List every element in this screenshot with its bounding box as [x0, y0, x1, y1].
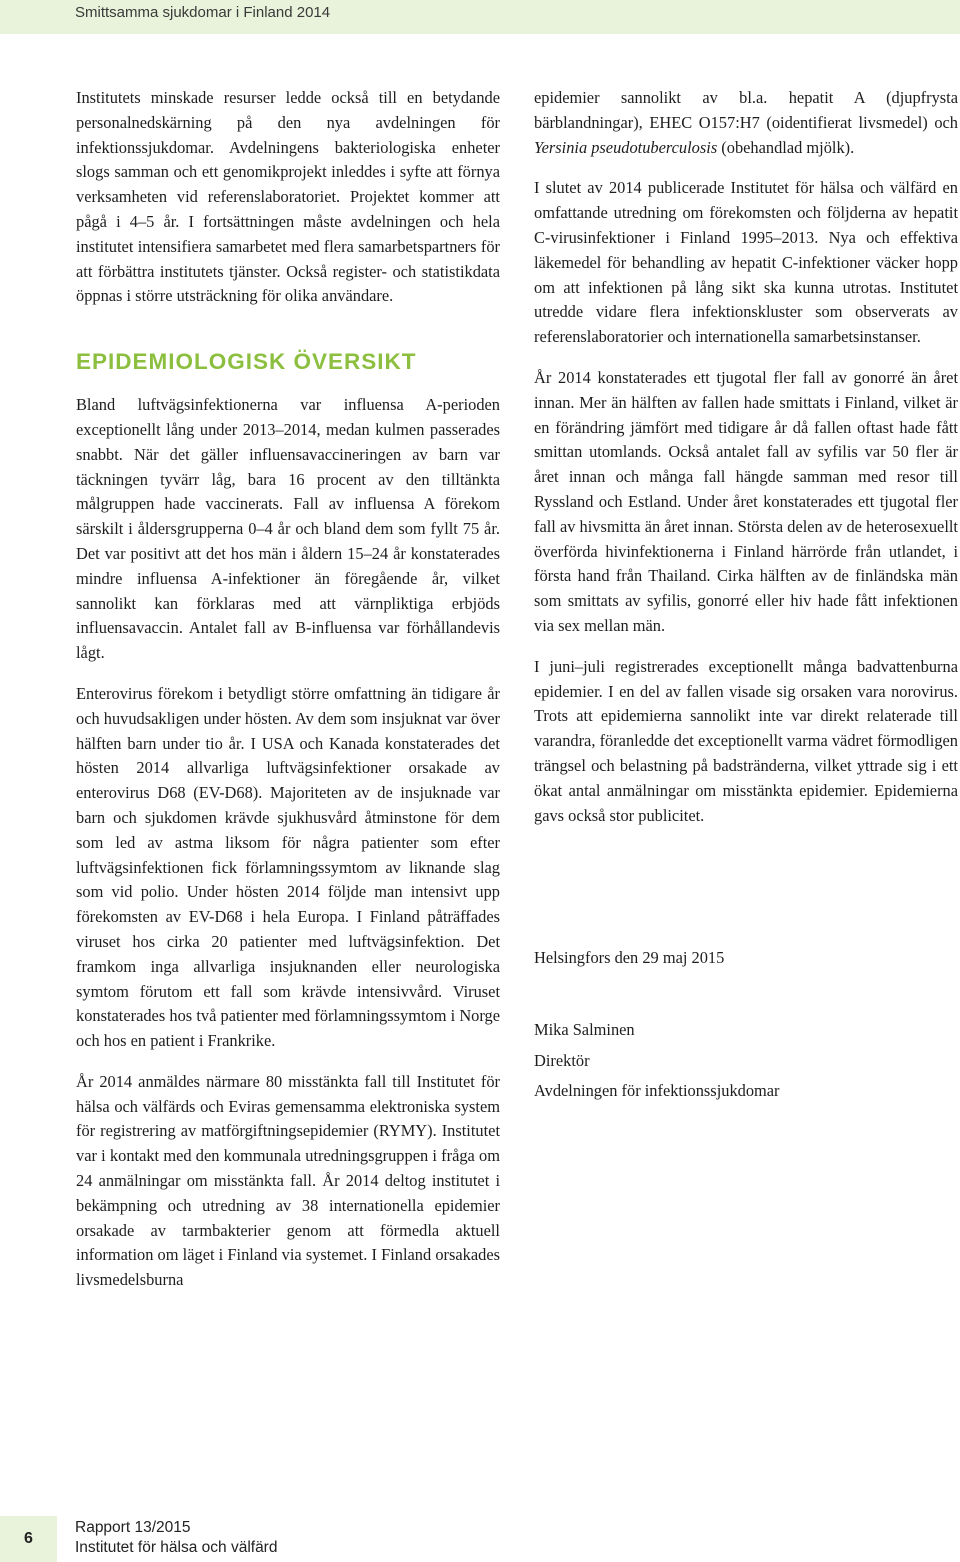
paragraph-enterovirus: Enterovirus förekom i betydligt större omfattning än tidigare år och huvudsakligen under hösten. Av dem som insjuknat var över hälften barn under tio år. I USA och Kanada konstaterades det hösten 2014 allvarliga luftvägsinfektioner orsakade av enterovirus D68 (EV-D68). Majoriteten av de insjuknade var barn och sjukdomen krävde sjukhusvård åtminstone för dem som led av astma liksom för några patienter som efter luftvägsinfektionen fick förlamningssymtom av liknande slag som vid polio. Under hösten 2014 följde man intensivt upp förekomsten av EV-D68 i hela Europa. I Finland påträffades viruset hos cirka 20 patienter med luftvägsinfektion. Det framkom inga allvarliga insjuknanden eller neurologiska symtom förutom ett fall som krävde intensivvård. Viruset konstaterades hos två patienter med förlamningssymtom i Norge och hos en patient i Frankrike.	[76, 683, 500, 1051]
paragraph-epidemics: epidemier sannolikt av bl.a. hepatit A (djupfrysta bärblandningar), EHEC O157:H7 (oidentifierat livsmedel) och Yersinia pseudotuberculosis (obehandlad mjölk).	[534, 88, 958, 157]
running-title: Smittsamma sjukdomar i Finland 2014	[75, 4, 331, 21]
page-footer	[0, 1502, 960, 1562]
paragraph-sti: År 2014 konstaterades ett tjugotal fler fall av gonorré än året innan. Mer än hälften av fallen hade smittats i Finland, vilket är en förändring jämfört med tidigare år då fallen oftast hade fått smittan utomlands. Också antalet fall av syfilis var 50 fler är året innan och många fall hängde samman med resor till Ryssland och Estland. Under året konstaterades ett tjugotal fler fall av hivsmitta än året innan. Största delen av de heterosexuellt överförda hivinfektionerna i Finland härrörde från utlandet, i första hand från Thailand. Cirka hälften av de finländska män som smittats av syfilis, gonorré eller hiv hade fått infektionen via sex mellan män.	[534, 367, 958, 635]
running-header	[0, 0, 960, 34]
left-column	[76, 86, 500, 1309]
page-number: 6	[0, 1516, 57, 1562]
paragraph-influenza: Bland luftvägsinfektionerna var influensa A-perioden exceptionellt lång under 2013–2014, medan kulmen passerades snabbt. När det gäller influensavaccineringen av barn var täckningen tyvärr låg, bara 16 procent av den tilltänkta målgruppen hade vaccinerats. Fall av influensa A förekom särskilt i åldersgrupperna 0–4 år och bland dem som fyllt 75 år. Det var positivt att det hos män i åldern 15–24 år konstaterades mindre influensa A-infektioner än föregående år, vilket sannolikt kan förklaras med att värnpliktiga erbjöds influensavaccin. Antalet fall av B-influensa var förhållandevis lågt.	[76, 395, 500, 663]
signer-title: Direktör	[534, 1050, 590, 1070]
paragraph-hepatitis-c: I slutet av 2014 publicerade Institutet för hälsa och välfärd en omfattande utredning om förekomsten och följderna av hepatit C-virusinfektioner i Finland 1995–2013. Nya och effektiva läkemedel för behandling av hepatit C-infektioner väcker hopp om att infektionen på lång sikt ska kunna utrotas. Institutet utredde vidare flera infektionskluster som observerats av referenslaboratorier och internationella samarbetsinstanser.	[534, 178, 958, 347]
paragraph-food-poisoning: År 2014 anmäldes närmare 80 misstänkta fall till Institutet för hälsa och välfärds och Eviras gemensamma elektroniska system för registrering av matförgiftningsepidemier (RYMY). Institutet var i kontakt med den kommunala utredningsgruppen i fråga om 24 anmälningar om misstänkta fall. År 2014 deltog institutet i bekämpning och utredning av 38 internationella epidemier orsakade av tarmbakterier genom att förmedla aktuell information om läget i Finland via systemet. I Finland orsakades livsmedelsburna	[76, 1071, 500, 1290]
paragraph-bathing-water: I juni–juli registrerades exceptionellt många badvattenburna epidemier. I en del av fallen visade sig orsaken vara norovirus. Trots att epidemierna sannolikt inte var direkt relaterade till varandra, föranledde det exceptionellt varma vädret förmodligen trängsel och belastning på badstränderna, vilket yttrade sig i ett ökat antal anmälningar om misstänkta epidemier. Epidemierna gavs också stor publicitet.	[534, 656, 958, 825]
species-name: Yersinia pseudotuberculosis	[534, 137, 718, 157]
paragraph-resources: Institutets minskade resurser ledde också till en betydande personalnedskärning på den nya avdelningen för infektionssjukdomar. Avdelningens bakteriologiska enheter slogs samman och ett genomikprojekt inleddes i syfte att förnya verksamheten vid referenslaboratoriet. Projektet kommer att pågå i 4–5 år. I fortsättningen måste avdelningen och hela institutet intensifiera samarbetet med flera samarbetspartners för att förbättra institutets tjänster. Också register- och statistikdata öppnas i större utsträckning för olika användare.	[76, 88, 500, 306]
signer-unit: Avdelningen för infektionssjukdomar	[534, 1081, 780, 1101]
institute-name: Institutet för hälsa och välfärd	[75, 1539, 278, 1556]
report-number: Rapport 13/2015	[75, 1519, 191, 1536]
signer-name: Mika Salminen	[534, 1020, 635, 1040]
section-heading: EPIDEMIOLOGISK ÖVERSIKT	[76, 349, 417, 375]
footer-text	[75, 1518, 277, 1558]
place-date: Helsingfors den 29 maj 2015	[534, 948, 725, 968]
right-column	[534, 86, 958, 1123]
signature-block	[534, 1015, 958, 1107]
